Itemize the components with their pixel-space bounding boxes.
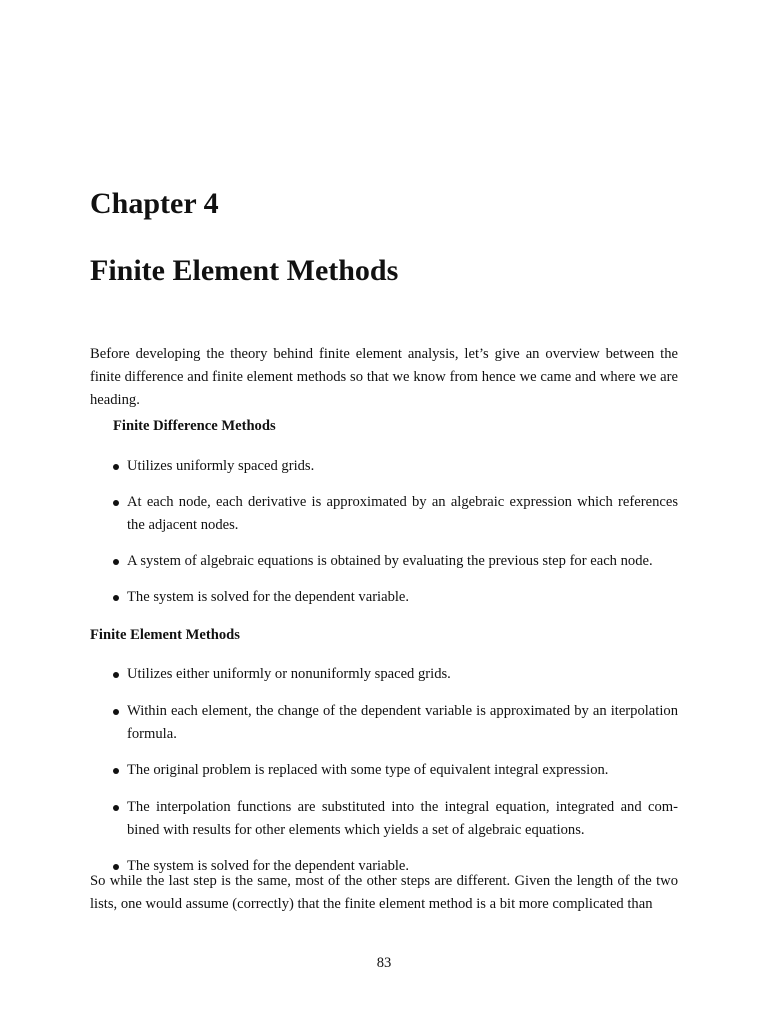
bullet-icon: [113, 500, 119, 506]
list-item-text: The interpolation functions are substituted into the integral equation, integrated and com-bined with results for other elements which yields a set of algebraic equations.: [127, 798, 678, 838]
chapter-number: Chapter 4: [90, 187, 219, 220]
list-item: [113, 550, 678, 573]
finite-difference-heading: Finite Difference Methods: [113, 418, 276, 434]
intro-paragraph: Before developing the theory behind finite element analysis, let’s give an overview between the finite difference and finite element methods so that we know from hence we came and where we are heading.: [90, 346, 678, 408]
finite-element-heading: Finite Element Methods: [90, 627, 240, 643]
list-item-text: A system of algebraic equations is obtained by evaluating the previous step for each node.: [127, 553, 653, 569]
finite-difference-list: [113, 455, 678, 622]
bullet-icon: [113, 805, 119, 811]
chapter-title: Finite Element Methods: [90, 254, 399, 287]
list-item-text: Utilizes either uniformly or nonuniformly spaced grids.: [127, 666, 451, 682]
list-item-text: At each node, each derivative is approximated by an algebraic expression which references the adjacent nodes.: [127, 494, 678, 533]
list-item: [113, 700, 678, 746]
conclusion-paragraph: So while the last step is the same, most of the other steps are different. Given the length of the two lists, one would assume (correctly) that the finite element method is a bit more complicated than: [90, 873, 678, 912]
finite-element-list: [113, 663, 678, 892]
list-item-text: Utilizes uniformly spaced grids.: [127, 458, 315, 474]
list-item-text: The original problem is replaced with some type of equivalent integral expression.: [127, 762, 609, 778]
bullet-icon: [113, 595, 119, 601]
list-item-text: The system is solved for the dependent variable.: [127, 589, 410, 605]
bullet-icon: [113, 559, 119, 565]
list-item-text: The system is solved for the dependent variable.: [127, 858, 410, 874]
list-item-text: Within each element, the change of the dependent variable is approximated by an iterpolation formula.: [127, 702, 678, 742]
bullet-icon: [113, 709, 119, 715]
list-item: [113, 455, 678, 478]
bullet-icon: [113, 672, 119, 678]
list-item: [113, 586, 678, 609]
page-number: 83: [376, 955, 392, 971]
bullet-icon: [113, 464, 119, 470]
list-item: [113, 491, 678, 537]
list-item: [113, 796, 678, 842]
bullet-icon: [113, 768, 119, 774]
list-item: [113, 663, 678, 686]
list-item: [113, 759, 678, 782]
